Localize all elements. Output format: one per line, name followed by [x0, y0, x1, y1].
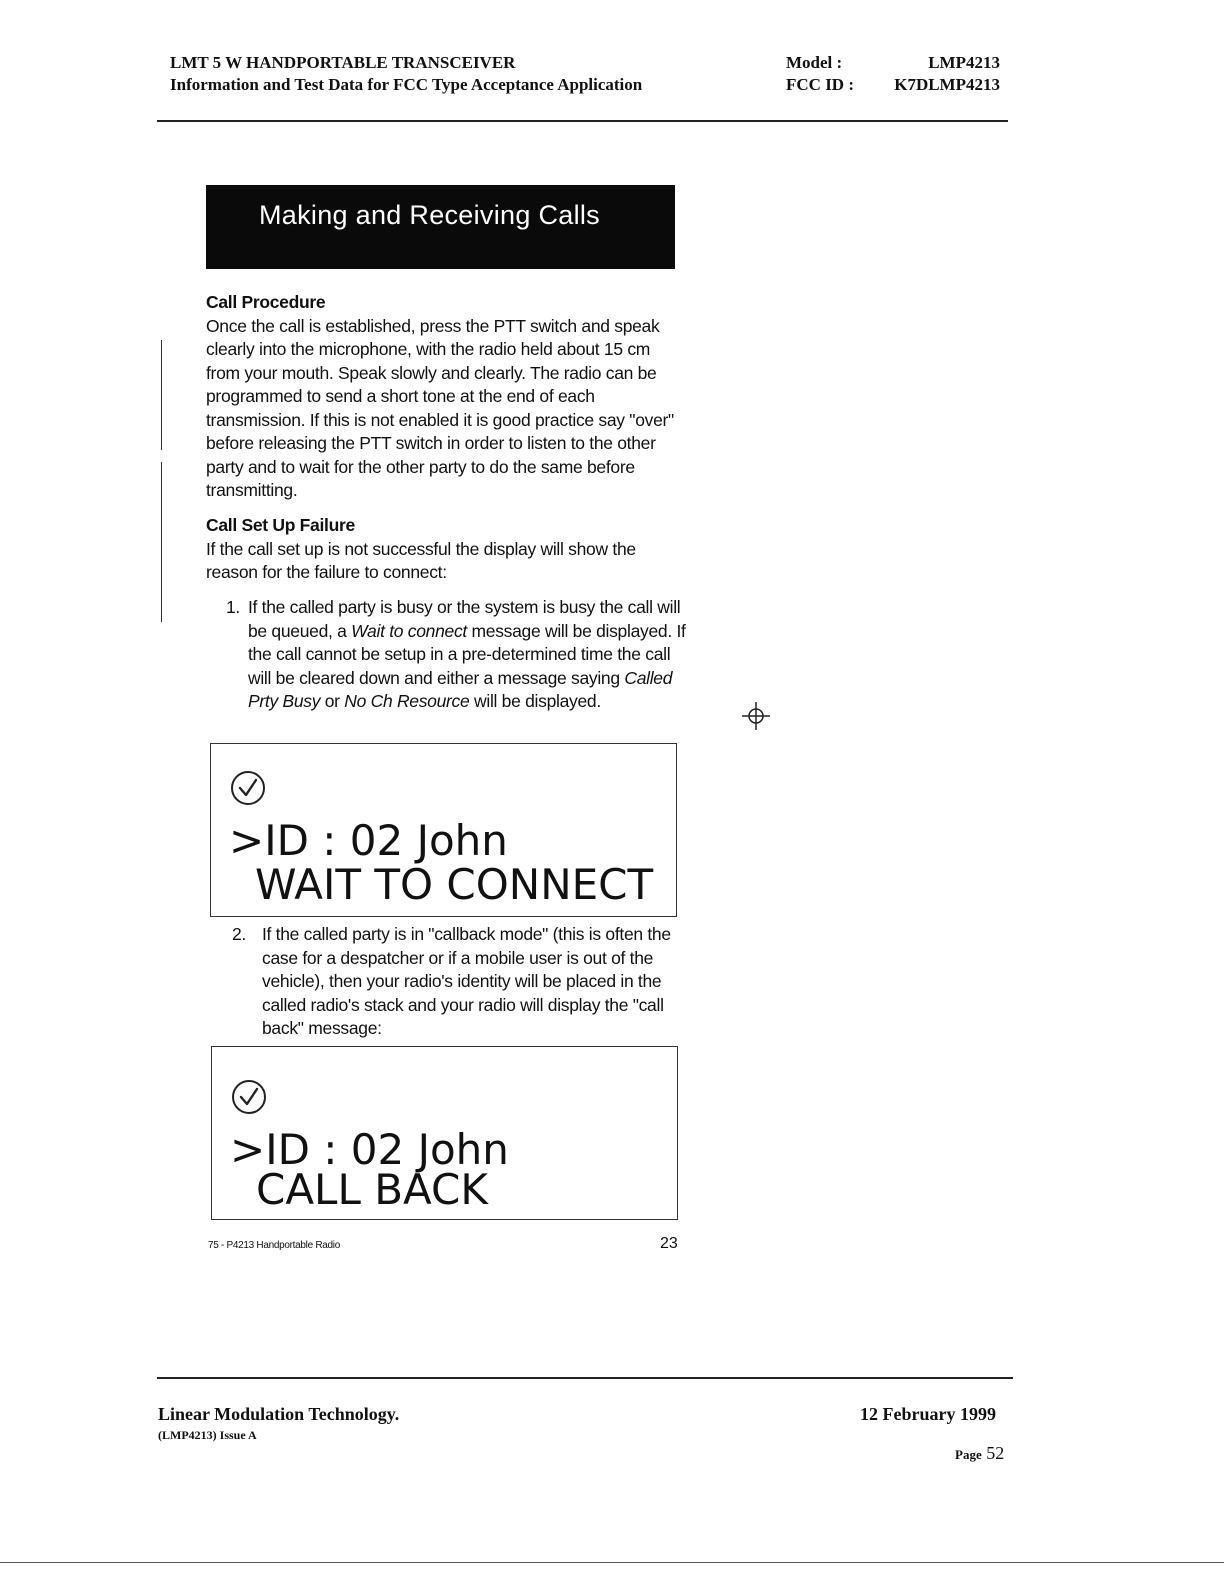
header-title-line1: LMT 5 W HANDPORTABLE TRANSCEIVER [170, 53, 516, 72]
radio-display-callback [211, 1046, 678, 1220]
scan-edge-line [0, 1562, 1224, 1563]
footer-company: Linear Modulation Technology. [158, 1404, 400, 1424]
section-banner [206, 185, 675, 269]
fccid-value: K7DLMP4213 [894, 75, 1000, 94]
radio-display-wait [210, 743, 677, 917]
inner-footer-page: 23 [660, 1235, 678, 1252]
call-procedure-section [206, 291, 686, 503]
fccid-label: FCC ID : [786, 75, 854, 94]
change-bar [161, 340, 162, 450]
footer-date: 12 February 1999 [860, 1404, 996, 1424]
call-failure-text: If the call set up is not successful the display will show the reason for the failure to connect: [206, 538, 636, 582]
emphasis-wait-to-connect: Wait to connect [351, 620, 467, 641]
document-header-title [170, 52, 642, 96]
call-failure-section [206, 514, 686, 585]
check-circle-icon [231, 771, 265, 805]
inner-footer-label: 75 - P4213 Handportable Radio [208, 1240, 340, 1251]
model-value: LMP4213 [928, 53, 1000, 72]
emphasis-no-ch-resource: No Ch Resource [344, 691, 470, 711]
list-item-text: If the called party is in "callback mode" (this is often the case for a despatcher or if a mobile user is out of the vehicle), then your radio's identity will be placed in the called radio's stack and your radio will display the "call back" message: [262, 924, 671, 1038]
footer-page-label: Page [955, 1447, 982, 1462]
change-bar [161, 462, 162, 622]
footer-issue: (LMP4213) Issue A [158, 1428, 257, 1442]
registration-target-icon [738, 698, 774, 734]
display-line-id: >ID : 02 John [229, 816, 508, 865]
list-item-text [248, 596, 686, 714]
footer-page [955, 1443, 1004, 1464]
header-divider [157, 120, 1008, 122]
footer-divider [157, 1377, 1013, 1379]
list-item-number: 1. [226, 597, 240, 617]
text-run: will be displayed. [469, 691, 601, 711]
list-item-number: 2. [232, 924, 246, 944]
text-run: or [320, 691, 345, 711]
list-item-2 [232, 923, 692, 1041]
text-run: If the called party is busy or the system is busy the call will be queued, a [248, 597, 681, 641]
display-line-status: WAIT TO CONNECT [255, 860, 654, 909]
display-line-id: >ID : 02 John [230, 1125, 509, 1174]
emphasis-called-prty-busy: Called Prty Busy [248, 667, 673, 711]
footer-page-number: 52 [986, 1443, 1005, 1463]
model-label: Model : [786, 53, 843, 72]
call-procedure-heading: Call Procedure [206, 292, 326, 312]
check-circle-icon [232, 1080, 266, 1114]
call-procedure-text: Once the call is established, press the PTT switch and speak clearly into the microphone, with the radio held about 15 cm from your mouth. Speak slowly and clearly. The radio can be programmed to send a short tone at the end of each transmission. If this is not enabled it is good practice say "over" before releasing the PTT switch in order to listen to the other party and to wait for the other party to do the same before transmitting. [206, 315, 674, 500]
text-run: message will be displayed. If the call cannot be setup in a pre-determined time the call will be cleared down and either a message saying [248, 620, 686, 688]
document-header-ids [786, 52, 1000, 96]
call-failure-heading: Call Set Up Failure [206, 515, 355, 535]
banner-title: Making and Receiving Calls [259, 200, 600, 230]
display-line-status: CALL BACK [256, 1165, 488, 1214]
list-item-1 [226, 596, 686, 714]
header-title-line2: Information and Test Data for FCC Type Acceptance Application [170, 75, 643, 94]
